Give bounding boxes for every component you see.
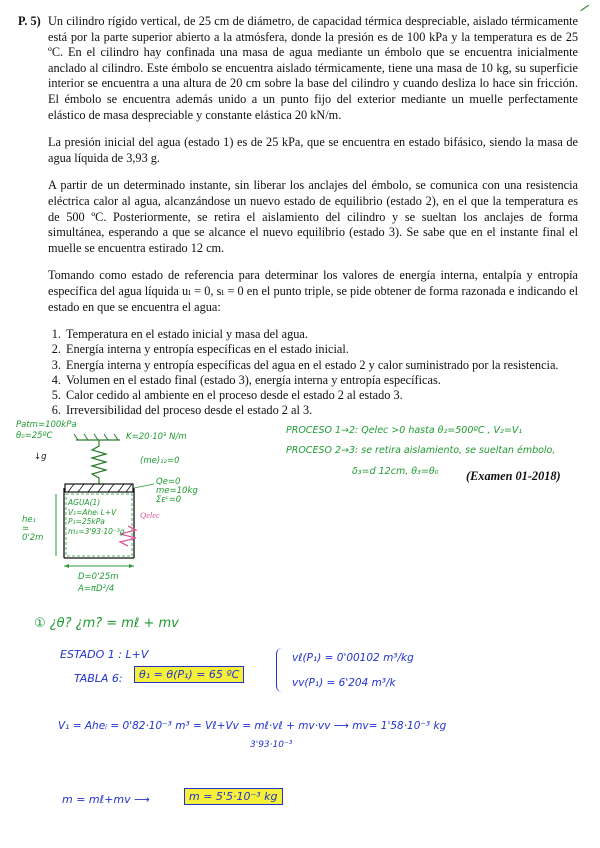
brace xyxy=(276,648,287,692)
task-item: 2. Energía interna y entropía específicas en el estado inicial. xyxy=(64,342,578,357)
mass-equation: m = mℓ+mv ⟶ xyxy=(62,793,150,806)
qelec-label: Qelec xyxy=(140,510,160,520)
liquid-mass-subnote: 3'93·10⁻³ xyxy=(250,740,293,750)
problem-statement xyxy=(18,14,578,418)
cylinder-diagram xyxy=(16,418,266,608)
state-1-note: ESTADO 1 : L+V xyxy=(60,648,149,661)
spring-constant-label: K=20·10³ N/m xyxy=(126,432,187,442)
diameter-label: D=0'25m xyxy=(78,572,119,582)
piston-mass-label: Qe=0 me=10kg Σᴇᶜ=0 xyxy=(156,477,198,505)
question-1-heading: ① ¿θ? ¿m? = mℓ + mv xyxy=(34,616,179,631)
height-label: he₁ = 0'2m xyxy=(22,515,44,543)
volume-equation: V₁ = Aheᵢ = 0'82·10⁻³ m³ = Vℓ+Vv = mℓ·vℓ + mv·vv ⟶ mv= 1'58·10⁻³ kg xyxy=(58,720,447,732)
process-note-2-3: PROCESO 2→3: se retira aislamiento, se sueltan émbolo, xyxy=(286,445,556,456)
water-state-label: AGUA(1) V₁=Aheᵢ L+V P₁=25kPa m₁=3'93·10⁻³g xyxy=(68,498,125,536)
temperature-result-box: θ₁ = θ(P₁) = 65 ºC xyxy=(134,666,244,683)
area-label: A=πD²/4 xyxy=(78,584,115,594)
problem-body xyxy=(48,14,578,418)
paragraph-process: A partir de un determinado instante, sin liberar los anclajes del émbolo, se comunica con una resistencia eléctrica calor al agua, alcanzándose un nuevo estado de equilibrio (estado 2), en el que la temperatura es de 500 ºC. Posteriormente, se retira el aislamiento del cilindro y se sueltan los anclajes de forma simultánea, esperando a que se alcance el nuevo equilibrio (estado 3). Se sabe que en el instante final el muelle se encuentra estirado 12 cm. xyxy=(48,178,578,255)
task-item: 6. Irreversibilidad del proceso desde el estado 2 al 3. xyxy=(64,403,578,418)
mass-result-box: m = 5'5·10⁻³ kg xyxy=(184,788,283,805)
corner-check-mark xyxy=(577,0,589,11)
t0-label: θ₀=25ºC xyxy=(16,431,53,441)
vv-value: vv(P₁) = 6'204 m³/k xyxy=(292,677,396,689)
task-item: 4. Volumen en el estado final (estado 3), energía interna y entropía específicas. xyxy=(64,373,578,388)
patm-label: Patm=100kPa xyxy=(16,420,77,430)
paragraph-initial-state: La presión inicial del agua (estado 1) es de 25 kPa, que se encuentra en estado bifásico, siendo la masa de agua líquida de 3,93 g. xyxy=(48,135,578,165)
task-list xyxy=(48,327,578,418)
gravity-label: ↓g xyxy=(34,452,47,462)
piston-work-label: (me)₁₂=0 xyxy=(140,456,180,466)
table-label: TABLA 6: xyxy=(74,672,123,685)
paragraph-reference: Tomando como estado de referencia para determinar los valores de energía interna, entalpía y entropía específica del agua líquida uₗ = 0, sₗ = 0 en el punto triple, se pide obtener de forma razonada e indicando el estado en que se encuentra el agua: xyxy=(48,268,578,314)
process-note-state-3: δ₃=d 12cm, θ₃=θ₀ xyxy=(352,466,439,477)
vl-value: vℓ(P₁) = 0'00102 m³/kg xyxy=(292,652,414,664)
task-item: 3. Energía interna y entropía específicas del agua en el estado 2 y calor suministrado por la resistencia. xyxy=(64,358,578,373)
process-note-1-2: PROCESO 1→2: Qelec >0 hasta θ₂=500ºC , V₂=V₁ xyxy=(286,425,523,436)
task-item: 1. Temperatura en el estado inicial y masa del agua. xyxy=(64,327,578,342)
exam-tag: (Examen 01-2018) xyxy=(466,469,561,483)
task-item: 5. Calor cedido al ambiente en el proceso desde el estado 2 al estado 3. xyxy=(64,388,578,403)
problem-label: P. 5) xyxy=(18,14,41,28)
paragraph-setup: Un cilindro rígido vertical, de 25 cm de diámetro, de capacidad térmica despreciable, aislado térmicamente está por la parte superior abierto a la atmósfera, donde la presión es de 100 kPa y la temperatura es de 25 ºC. En el cilindro hay confinada una masa de agua mediante un émbolo que se encuentra inicialmente anclado al cilindro. Este émbolo se encuentra aislado térmicamente, tiene una masa de 10 kg, su superficie interior se encuentra a una altura de 20 cm sobre la base del cilindro y cuando desliza lo hace sin fricción. El émbolo se encuentra además unido a un punto fijo del exterior mediante un muelle perfectamente elástico de masa despreciable y constante elástica 20 kN/m. xyxy=(48,14,578,122)
